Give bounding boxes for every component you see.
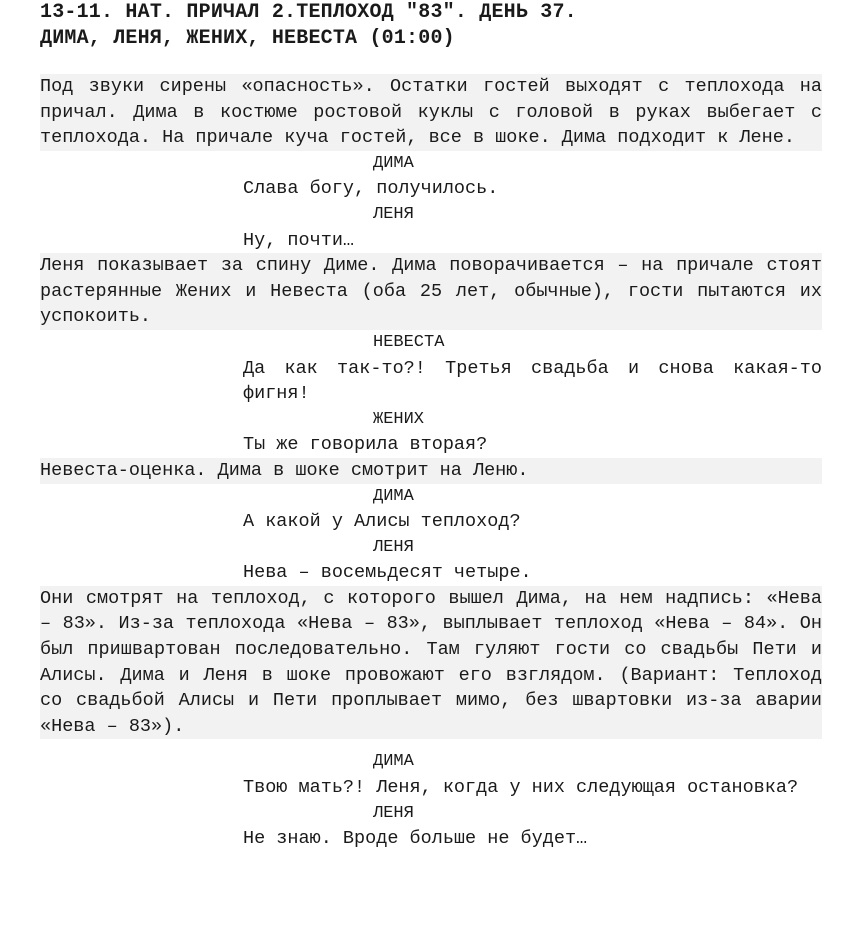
character-name: ДИМА [373,486,414,506]
character-name: ЛЕНЯ [373,803,414,823]
spacer [40,739,822,749]
action-paragraph: Под звуки сирены «опасность». Остатки гостей выходят с теплохода на причал. Дима в костюме ростовой куклы с головой в руках выбегает с теплохода. На причале куча гостей, все в шоке. Дима подходит к Лене. [40,74,822,151]
screenplay-body [40,74,822,852]
dialogue-line: Ты же говорила вторая? [243,434,488,456]
character-name: ЛЕНЯ [373,537,414,557]
dialogue-line: Не знаю. Вроде больше не будет… [243,828,588,850]
action-paragraph: Они смотрят на теплоход, с которого вышел Дима, на нем надпись: «Нева – 83». Из-за теплохода «Нева – 83», выплывает теплоход «Нева – 84». Он был пришвартован последовательно. Там гуляют гости со свадьбы Пети и Алисы. Дима и Леня в шоке провожают его взглядом. (Вариант: Теплоход со свадьбой Алисы и Пети проплывает мимо, без швартовки из-за аварии «Нева – 83»). [40,586,822,740]
dialogue-line: Ну, почти… [243,229,355,251]
scene-heading-line-1: 13-11. НАТ. ПРИЧАЛ 2.ТЕПЛОХОД "83". ДЕНЬ 37. [40,1,577,24]
action-paragraph: Невеста-оценка. Дима в шоке смотрит на Леню. [40,458,822,484]
dialogue-line: Нева – восемьдесят четыре. [243,562,532,584]
screenplay-page [40,0,822,852]
dialogue-line: Да как так-то?! Третья свадьба и снова какая-то фигня! [243,357,822,405]
dialogue-line: Слава богу, получилось. [243,178,499,200]
character-name: ДИМА [373,752,414,772]
dialogue-line: Твою мать?! Леня, когда у них следующая остановка? [243,777,799,799]
dialogue-line: А какой у Алисы теплоход? [243,511,521,533]
character-name: НЕВЕСТА [373,332,445,352]
character-name: ЖЕНИХ [373,409,425,429]
scene-heading-line-2: ДИМА, ЛЕНЯ, ЖЕНИХ, НЕВЕСТА (01:00) [40,27,455,50]
character-name: ЛЕНЯ [373,204,414,224]
character-name: ДИМА [373,153,414,173]
action-paragraph: Леня показывает за спину Диме. Дима поворачивается – на причале стоят растерянные Жених и Невеста (оба 25 лет, обычные), гости пытаются их успокоить. [40,253,822,330]
